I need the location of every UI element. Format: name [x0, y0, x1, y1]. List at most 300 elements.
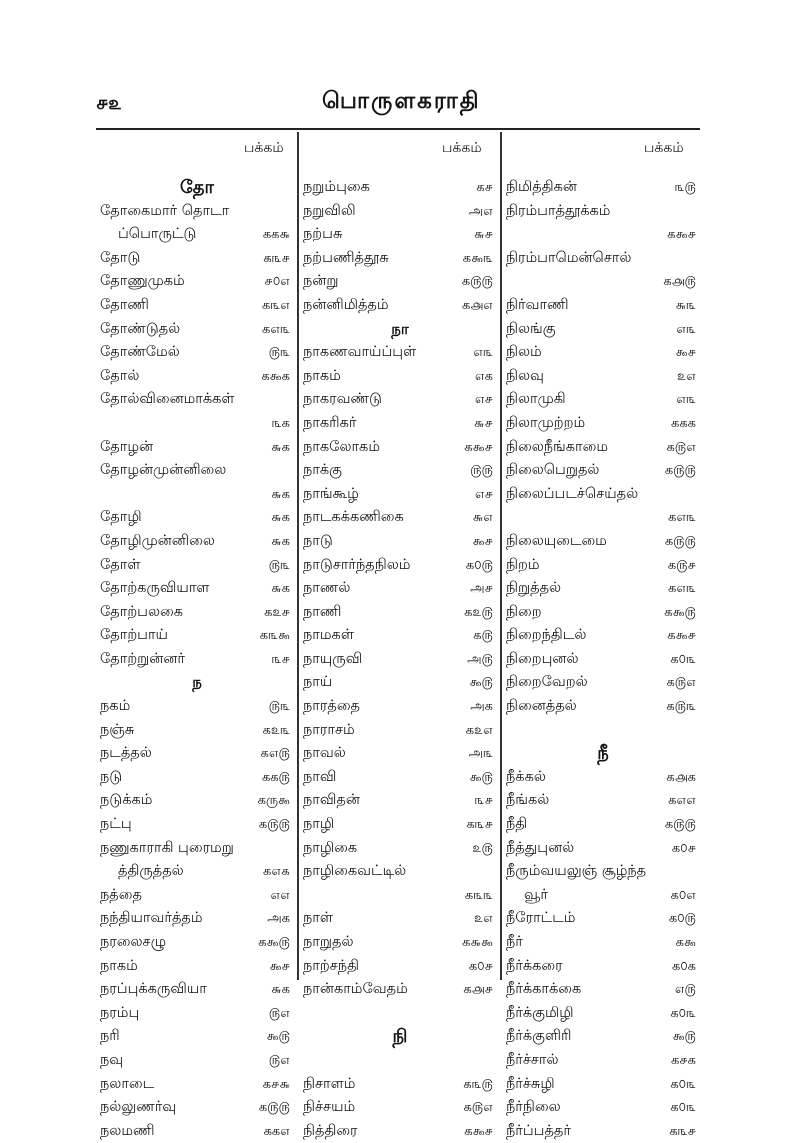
- column-divider-2: [500, 132, 502, 980]
- entry-term: நாகணவாய்ப்புள்: [303, 344, 417, 361]
- entry-page-number: கக௭: [263, 1123, 290, 1139]
- entry-term: நவு: [100, 1051, 124, 1068]
- index-entry: [303, 506, 497, 530]
- index-entry: [303, 1120, 497, 1143]
- entry-page-number: அ௪: [470, 581, 493, 597]
- entry-term: நீர்க்குளிரி: [506, 1028, 572, 1045]
- index-entry: [100, 931, 294, 955]
- entry-page-number: க௫௪: [667, 557, 696, 573]
- index-entry: [506, 1049, 700, 1073]
- index-entry: [506, 530, 700, 554]
- index-entry: [100, 530, 294, 554]
- blank-row: [506, 719, 700, 743]
- index-entry: [100, 955, 294, 979]
- entry-page-number: க௦௩: [670, 1005, 696, 1021]
- entry-term: தோழி: [100, 509, 142, 526]
- index-entry: [100, 247, 294, 271]
- index-entry: [100, 200, 294, 224]
- entry-term: ப்பொருட்டு: [118, 226, 197, 243]
- entry-term: நாடு: [303, 532, 333, 549]
- entry-term: நாழி: [303, 816, 335, 833]
- entry-term: நல்லுணர்வு: [100, 1099, 177, 1116]
- index-entry: [506, 695, 700, 719]
- entry-page-number: க௯௩: [462, 250, 493, 266]
- entry-term: நிறை: [506, 603, 542, 620]
- index-column-2: [303, 140, 497, 1143]
- entry-page-number: க௫௫: [461, 274, 493, 290]
- index-entry: [303, 978, 497, 1002]
- entry-page-number: க௯௪: [464, 439, 493, 455]
- entry-term: நாயுருவி: [303, 650, 363, 667]
- entry-term: நாணி: [303, 603, 342, 620]
- entry-page-number: ௩௪: [474, 793, 493, 809]
- entry-page-number: க௫௫: [258, 1100, 290, 1116]
- column-1-heading: பக்கம்: [244, 140, 284, 156]
- index-entry: [303, 436, 497, 460]
- index-entry: [303, 459, 497, 483]
- entry-term: நீர்க்குமிழி: [506, 1004, 574, 1021]
- entry-term: நித்திரை: [303, 1122, 358, 1139]
- index-entry: [506, 601, 700, 625]
- index-entry: [100, 1049, 294, 1073]
- entry-page-number: ௬௪: [474, 415, 493, 431]
- entry-page-number: க௯: [675, 935, 696, 950]
- entry-page-number: ௬க: [271, 510, 290, 526]
- entry-term: நரி: [100, 1028, 120, 1045]
- entry-term: நற்பசு: [303, 226, 343, 243]
- index-entry: [506, 789, 700, 813]
- entry-page-number: க௦௭: [670, 887, 696, 903]
- entry-page-number: க௫௭: [666, 439, 696, 455]
- entry-term: நிலங்கு: [506, 320, 556, 337]
- entry-page-number: க௫௫: [664, 817, 696, 833]
- index-entry: [100, 1002, 294, 1026]
- entry-page-number: ௨௭: [474, 911, 493, 927]
- entry-page-number: க௦க: [671, 958, 696, 974]
- entry-page-number: ௬க: [271, 982, 290, 998]
- index-entry: [506, 483, 700, 507]
- index-entry: [506, 1120, 700, 1143]
- entry-page-number: அ௭: [468, 203, 493, 219]
- entry-page-number: க௭௧: [263, 864, 290, 880]
- entry-term: தோள்: [100, 556, 141, 573]
- entry-term: தோற்கருவியாள: [100, 580, 210, 597]
- entry-term: நீரோட்டம்: [506, 910, 576, 927]
- entry-term: நிரம்பாத்தூக்கம்: [506, 202, 611, 219]
- entry-page-number: க௨௪: [264, 604, 290, 620]
- entry-page-number: ௯௫: [672, 1029, 696, 1045]
- entry-term: நிசாளம்: [303, 1075, 356, 1092]
- entry-page-number: க௯க: [261, 368, 290, 384]
- index-entry: [506, 577, 700, 601]
- entry-page-number: ௭௭: [270, 887, 290, 903]
- entry-term: தோழன்முன்னிலை: [100, 462, 227, 479]
- index-entry: [506, 554, 700, 578]
- entry-term: த்திருத்தல்: [118, 863, 184, 880]
- index-entry: [506, 365, 700, 389]
- index-entry: [303, 577, 497, 601]
- section-heading: ந: [192, 673, 202, 692]
- entry-page-number: க௦௪: [468, 958, 493, 974]
- entry-page-number: அக: [470, 699, 493, 715]
- entry-page-number: ௬௪: [474, 227, 493, 243]
- entry-term: நீர்க்காக்கை: [506, 981, 582, 998]
- index-entry: [303, 719, 497, 743]
- entry-page-number: ௬க: [271, 486, 290, 502]
- entry-page-number: க௩௫: [463, 1076, 493, 1092]
- entry-term: நாகம்: [100, 957, 138, 974]
- entry-term: நத்தை: [100, 886, 142, 903]
- entry-page-number: க௭௭: [668, 793, 696, 809]
- index-entry: [303, 200, 497, 224]
- index-entry: [100, 554, 294, 578]
- index-entry: [100, 837, 294, 861]
- index-entry: [100, 766, 294, 790]
- entry-page-number: ௭௩: [676, 392, 696, 408]
- entry-term: நன்று: [303, 273, 339, 290]
- index-entry: [100, 648, 294, 672]
- index-entry: [100, 884, 294, 908]
- entry-term: தோல்: [100, 367, 140, 384]
- entry-term: தோணுமுகம்: [100, 273, 185, 290]
- entry-term: நறும்புகை: [303, 179, 370, 195]
- entry-page-number: க௯௫: [258, 935, 290, 950]
- index-entry: [506, 884, 700, 908]
- entry-term: நீர்ச்சுழி: [506, 1075, 555, 1092]
- index-column-3: [506, 140, 700, 1143]
- index-entry: [100, 789, 294, 813]
- index-entry: [506, 907, 700, 931]
- entry-term: நாவல்: [303, 745, 346, 762]
- entry-term: நாரத்தை: [303, 698, 360, 715]
- entry-page-number: அக: [267, 911, 290, 927]
- index-entry: [506, 1073, 700, 1097]
- entry-term: நிலம்: [506, 344, 542, 361]
- entry-page-number: ௫௩: [268, 557, 290, 573]
- index-entry: [303, 176, 497, 200]
- entry-page-number: க௫௫: [258, 817, 290, 833]
- index-entry: [100, 860, 294, 884]
- blank-row: [303, 1049, 497, 1073]
- index-entry: [303, 695, 497, 719]
- entry-term: நீத்துபுனல்: [506, 839, 575, 856]
- entry-page-number: ௩க: [271, 415, 290, 431]
- entry-page-number: கக௫: [261, 769, 290, 785]
- entry-term: நாடகக்கணிகை: [303, 509, 404, 526]
- index-entry: [100, 1073, 294, 1097]
- entry-term: நிலாமுற்றம்: [506, 414, 586, 431]
- entry-page-number: க௯௪: [464, 1123, 493, 1139]
- index-entry: [303, 789, 497, 813]
- index-column-1: [100, 140, 294, 1143]
- entry-term: தோணி: [100, 296, 149, 313]
- index-entry: [506, 978, 700, 1002]
- entry-term: தோழன்: [100, 438, 154, 455]
- index-entry: [100, 294, 294, 318]
- index-entry: [303, 530, 497, 554]
- index-entry: [303, 247, 497, 271]
- entry-term: நிலைநீங்காமை: [506, 438, 608, 455]
- index-entry: [506, 860, 700, 884]
- entry-page-number: க௩௪: [466, 817, 493, 833]
- index-entry: [506, 813, 700, 837]
- entry-term: நாமகள்: [303, 627, 354, 644]
- entry-page-number: க௩௪: [263, 250, 290, 266]
- entry-term: நிறைவேறல்: [506, 674, 588, 691]
- entry-page-number: க௦௪: [671, 840, 696, 856]
- entry-page-number: க௨௭: [465, 722, 493, 738]
- entry-page-number: க௭௩: [262, 321, 290, 337]
- index-entry: [506, 388, 700, 412]
- entry-page-number: ௨௫: [472, 840, 493, 856]
- entry-page-number: ௬௩: [675, 297, 696, 313]
- index-entry: [506, 671, 700, 695]
- entry-term: நிலைபெறுதல்: [506, 462, 600, 479]
- entry-term: தோகைமார் தொடா: [100, 202, 230, 219]
- entry-term: நீக்கல்: [506, 768, 546, 785]
- entry-term: நிறம்: [506, 556, 540, 573]
- index-entry: [303, 884, 497, 908]
- entry-term: நீர்: [506, 934, 523, 950]
- entry-page-number: கரு௯: [257, 793, 290, 809]
- page-number: ௪௨: [96, 92, 122, 114]
- entry-page-number: ௬க: [271, 439, 290, 455]
- index-entry: [100, 813, 294, 837]
- entry-term: நீரும்வயலுஞ் சூழ்ந்த: [506, 863, 647, 880]
- index-entry: [303, 955, 497, 979]
- index-entry: [506, 223, 700, 247]
- index-entry: [303, 483, 497, 507]
- index-entry: [303, 860, 497, 884]
- entry-page-number: க௪: [476, 180, 493, 195]
- index-entry: [303, 648, 497, 672]
- entry-page-number: ௭௪: [474, 392, 493, 408]
- index-entry: [506, 459, 700, 483]
- entry-term: நான்காம்வேதம்: [303, 981, 408, 998]
- index-entry: [100, 742, 294, 766]
- entry-page-number: ௫௭: [268, 1005, 290, 1021]
- entry-page-number: ௬௭: [472, 510, 493, 526]
- entry-term: நீதி: [506, 816, 528, 833]
- entry-term: தோற்பாய்: [100, 627, 168, 644]
- blank-row: [506, 140, 700, 176]
- index-entry: [303, 294, 497, 318]
- entry-page-number: ௫௭: [268, 1052, 290, 1068]
- entry-term: நீங்கல்: [506, 792, 550, 809]
- index-entry: [303, 554, 497, 578]
- entry-term: நரலைசழு: [100, 934, 167, 950]
- index-entry: [303, 671, 497, 695]
- entry-term: நிச்சயம்: [303, 1099, 356, 1116]
- index-entry: [303, 388, 497, 412]
- index-entry: [303, 1073, 497, 1097]
- blank-row: [303, 1002, 497, 1026]
- entry-term: நணுகாராகி புரைமறு: [100, 839, 234, 856]
- entry-term: நிர்வாணி: [506, 296, 569, 313]
- index-entry: [303, 624, 497, 648]
- index-entry: [100, 907, 294, 931]
- section-heading: தோ: [180, 177, 214, 198]
- index-entry: [506, 648, 700, 672]
- section-heading: நி: [392, 1026, 408, 1048]
- entry-page-number: ககக: [671, 415, 696, 431]
- entry-page-number: க௩௩: [464, 887, 493, 903]
- entry-page-number: ௯௫: [266, 1029, 290, 1045]
- index-entry: [303, 270, 497, 294]
- index-entry: [506, 624, 700, 648]
- entry-page-number: அ௫: [467, 651, 493, 667]
- index-entry: [100, 1120, 294, 1143]
- entry-term: நிறுத்தல்: [506, 580, 562, 597]
- index-entry: [100, 318, 294, 342]
- entry-term: நீர்ச்சால்: [506, 1051, 559, 1068]
- column-2-heading: பக்கம்: [442, 140, 482, 156]
- entry-term: தோற்பலகை: [100, 603, 184, 620]
- index-entry: [303, 837, 497, 861]
- index-entry: [100, 436, 294, 460]
- entry-term: நாக்கு: [303, 462, 342, 479]
- entry-page-number: ௯௫: [469, 769, 493, 785]
- index-entry: [100, 270, 294, 294]
- entry-term: நாகரிகர்: [303, 414, 357, 431]
- entry-page-number: க௩௯: [259, 628, 290, 644]
- index-entry: [506, 200, 700, 224]
- entry-term: நாள்: [303, 910, 333, 927]
- entry-term: நீர்க்கரை: [506, 957, 563, 974]
- entry-term: நாங்கூழ்: [303, 485, 359, 502]
- entry-term: நிமித்திகன்: [506, 179, 577, 195]
- index-entry: [506, 270, 700, 294]
- entry-term: நரப்புக்கருவியா: [100, 981, 207, 998]
- entry-page-number: க௩௭: [262, 297, 290, 313]
- entry-term: நாடுசார்ந்தநிலம்: [303, 556, 411, 573]
- entry-page-number: ௩௪: [271, 651, 290, 667]
- index-entry: [506, 176, 700, 200]
- entry-page-number: ௬க: [271, 533, 290, 549]
- entry-term: நாணல்: [303, 580, 351, 597]
- entry-page-number: க௮௪: [463, 982, 493, 998]
- header-rule: [96, 128, 700, 130]
- entry-page-number: க௭௩: [668, 510, 696, 526]
- entry-page-number: க௦௩: [670, 1076, 696, 1092]
- entry-term: நட்பு: [100, 816, 132, 833]
- entry-term: நரம்பு: [100, 1004, 140, 1021]
- index-entry: [303, 931, 497, 955]
- entry-page-number: க௮௫: [663, 274, 696, 290]
- index-entry: [100, 388, 294, 412]
- index-entry: [506, 294, 700, 318]
- entry-term: நாராசம்: [303, 721, 355, 738]
- entry-page-number: க௭௫: [260, 746, 290, 762]
- entry-page-number: ௫௩: [268, 345, 290, 361]
- entry-page-number: க௭௩: [668, 581, 696, 597]
- entry-term: தோண்டுதல்: [100, 320, 181, 337]
- entry-page-number: ௯௪: [675, 345, 696, 361]
- entry-term: நலமணி: [100, 1122, 155, 1139]
- entry-term: நகம்: [100, 698, 131, 715]
- entry-term: நிலவு: [506, 367, 544, 384]
- index-entry: [303, 907, 497, 931]
- entry-page-number: க௫௭: [463, 1100, 493, 1116]
- entry-term: நிலைப்படச்செய்தல்: [506, 485, 639, 502]
- entry-page-number: ௨௭: [677, 368, 696, 384]
- entry-page-number: க௮க: [666, 769, 696, 785]
- entry-term: நடுக்கம்: [100, 792, 153, 809]
- entry-term: நீர்நிலை: [506, 1099, 561, 1116]
- entry-page-number: க௫௫: [664, 533, 696, 549]
- entry-page-number: க௩௪: [669, 1123, 696, 1139]
- entry-term: நாற்சந்தி: [303, 957, 359, 974]
- index-entry: [303, 813, 497, 837]
- entry-page-number: ௪௦௭: [264, 274, 290, 290]
- entry-page-number: ௬க: [271, 581, 290, 597]
- entry-page-number: ௭௫: [674, 982, 696, 998]
- index-entry: [100, 601, 294, 625]
- index-entry: [303, 223, 497, 247]
- entry-term: தோண்மேல்: [100, 344, 180, 361]
- index-entry: [100, 365, 294, 389]
- entry-term: தோழிமுன்னிலை: [100, 532, 215, 549]
- entry-page-number: கக௬: [262, 227, 290, 243]
- entry-page-number: க௨௫: [464, 604, 493, 620]
- entry-term: நிறைபுனல்: [506, 650, 579, 667]
- entry-page-number: ௭௪: [474, 486, 493, 502]
- index-entry: [506, 1002, 700, 1026]
- entry-page-number: அ௩: [468, 746, 493, 762]
- entry-term: நஞ்சு: [100, 721, 135, 738]
- entry-term: நாவி: [303, 768, 337, 785]
- index-entry: [303, 341, 497, 365]
- index-entry: [303, 766, 497, 790]
- entry-term: நாகரவண்டு: [303, 391, 382, 408]
- index-entry: [506, 341, 700, 365]
- index-entry: [100, 483, 294, 507]
- index-entry: [303, 742, 497, 766]
- entry-page-number: க௫௩: [666, 699, 696, 715]
- index-entry: [303, 365, 497, 389]
- index-entry: [100, 577, 294, 601]
- entry-term: நாழிகை: [303, 839, 358, 856]
- index-entry: [506, 837, 700, 861]
- entry-page-number: க௦௫: [465, 557, 493, 573]
- entry-page-number: க௫: [473, 628, 493, 644]
- index-entry: [100, 624, 294, 648]
- entry-page-number: க௬௯: [462, 935, 493, 950]
- entry-page-number: க௦௩: [670, 651, 696, 667]
- index-entry: [506, 766, 700, 790]
- column-3-heading: பக்கம்: [644, 140, 684, 156]
- index-entry: [100, 341, 294, 365]
- entry-term: நாய்: [303, 674, 333, 691]
- entry-term: நாழிகைவட்டில்: [303, 863, 407, 880]
- page-title: பொருளகராதி: [322, 88, 481, 114]
- index-entry: [506, 1025, 700, 1049]
- entry-page-number: க௦௩: [670, 1100, 696, 1116]
- index-entry: [506, 436, 700, 460]
- entry-page-number: க௨௩: [262, 722, 290, 738]
- index-entry: [100, 1025, 294, 1049]
- entry-term: நாகலோகம்: [303, 438, 381, 455]
- entry-term: நாவிதன்: [303, 792, 360, 809]
- blank-row: [303, 140, 497, 176]
- entry-term: நிறைந்திடல்: [506, 627, 587, 644]
- index-entry: [303, 412, 497, 436]
- entry-term: நாறுதல்: [303, 934, 354, 950]
- entry-page-number: ௭௩: [676, 321, 696, 337]
- entry-page-number: க௯௫: [664, 604, 696, 620]
- index-entry: [506, 506, 700, 530]
- entry-term: நினைத்தல்: [506, 698, 577, 715]
